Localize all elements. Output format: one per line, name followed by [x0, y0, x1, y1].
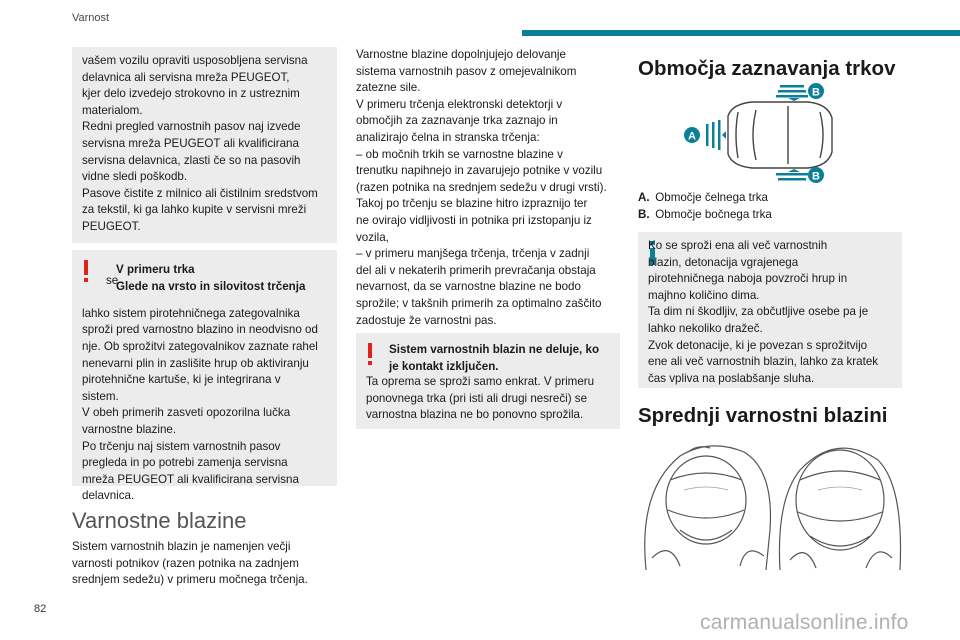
front-airbags-illustration	[640, 430, 902, 570]
collision-warning-body	[82, 256, 334, 522]
zone-b-top-label: B	[812, 86, 820, 99]
header-accent-bar	[522, 30, 960, 36]
collision-warning-title: V primeru trka Glede na vrsto in silovitost trčenja	[116, 263, 306, 293]
seatbelt-service-text: vašem vozilu opraviti usposobljena servisna delavnica ali servisna mreža PEUGEOT, kjer delo izvedejo strokovno in z ustreznim materialom. Redni pregled varnostnih pasov naj izvede servisna mreža PEUGEOT ali kvalificirana servisna delavnica, zlasti če so na pasovih vidne sledi poškodb. Pasove čistite z milnico ali čistilnim sredstvom za tekstil, ki ga lahko kupite v servisni mreži PEUGEOT.	[82, 54, 318, 233]
zone-b-bottom-label: B	[812, 170, 820, 183]
front-airbags-title: Sprednji varnostni blazini	[638, 404, 888, 427]
seatbelt-service-box	[72, 47, 337, 243]
running-header: Varnost	[72, 12, 110, 24]
side-zone-top-arrows	[776, 85, 808, 101]
airbag-ignition-warning-text: Ta oprema se sproži samo enkrat. V primeru ponovnega trka (pri isti ali drugi nesreči) se varnostna blazina ne bo ponovno sprožila.	[366, 375, 595, 422]
collision-warning-box	[72, 250, 337, 503]
collision-warning-inline: se	[106, 273, 119, 287]
airbags-intro-text: Sistem varnostnih blazin je namenjen večji varnosti potnikov (razen potnika na zadnjem srednjem sedežu) v primeru močnega trčenja.	[72, 540, 308, 587]
exclamation-icon	[366, 343, 374, 367]
collision-warning-text: lahko sistem pirotehničnega zategovalnika sproži pred varnostno blazino in neodvisno od nje. Ob sprožitvi zategovalnikov zaznate rahel nenevarni plin in zaslišite hrup ob aktiviranju pirotehnične kartuše, ki je integrirana v sistem. V obeh primerih zasveti opozorilna lučka varnostne blazine. Po trčenju naj sistem varnostnih pasov pregleda in po potrebi zamenja servisna mreža PEUGEOT ali kvalificirana servisna delavnica.	[82, 306, 318, 503]
zones-legend	[638, 190, 772, 223]
legend-item: B. Območje bočnega trka	[638, 207, 772, 221]
watermark: carmanualsonline.info	[700, 611, 909, 634]
airbags-section-title: Varnostne blazine	[72, 508, 247, 533]
zone-a-label: A	[688, 130, 696, 143]
side-zone-bottom-arrows	[776, 169, 808, 181]
page-number: 82	[34, 603, 47, 615]
impact-zones-title: Območja zaznavanja trkov	[638, 57, 896, 80]
airbags-description-text: Varnostne blazine dopolnjujejo delovanje sistema varnostnih pasov z omejevalnikom zatezne sile. V primeru trčenja elektronski detektorji v območjih za zaznavanje trka zaznajo in analizirajo čelna in stranska trčenja: – ob močnih trkih se varnostne blazine v trenutku napihnejo in zavarujejo potnike v vozilu (razen potnika na srednjem sedežu v drugi vrsti). Takoj po trčenju se blazine hitro izpraznijo ter ne ovirajo vidljivosti in potnika pri izstopanju iz vozila, – v primeru manjšega trčenja, trčenja v zadnji del ali v nekaterih primerih prevračanja obstaja nevarnost, da se varnostne blazine ne bodo sprožile; v takšnih primerih za optimalno zaščito zadostuje že varnostni pas.	[356, 48, 607, 327]
front-zone-arrows	[706, 120, 726, 150]
airbag-noise-info-box	[638, 232, 902, 388]
legend-item: A. Območje čelnega trka	[638, 191, 769, 204]
car-outline	[728, 102, 832, 168]
impact-zones-diagram	[680, 82, 844, 184]
airbag-ignition-warning-box	[356, 333, 620, 429]
airbag-ignition-warning-title: Sistem varnostnih blazin ne deluje, ko je kontakt izključen.	[389, 343, 600, 373]
airbag-noise-info-text: Ko se sproži ena ali več varnostnih blazin, detonacija vgrajenega pirotehničnega naboja povzroči hrup in majhno količino dima. Ta dim ni škodljiv, za občutljive osebe pa je lahko nekoliko dražeč. Zvok detonacije, ki je povezan s sprožitvijo ene ali več varnostnih blazin, lahko za kratek čas vpliva na poslabšanje sluha.	[648, 239, 879, 385]
